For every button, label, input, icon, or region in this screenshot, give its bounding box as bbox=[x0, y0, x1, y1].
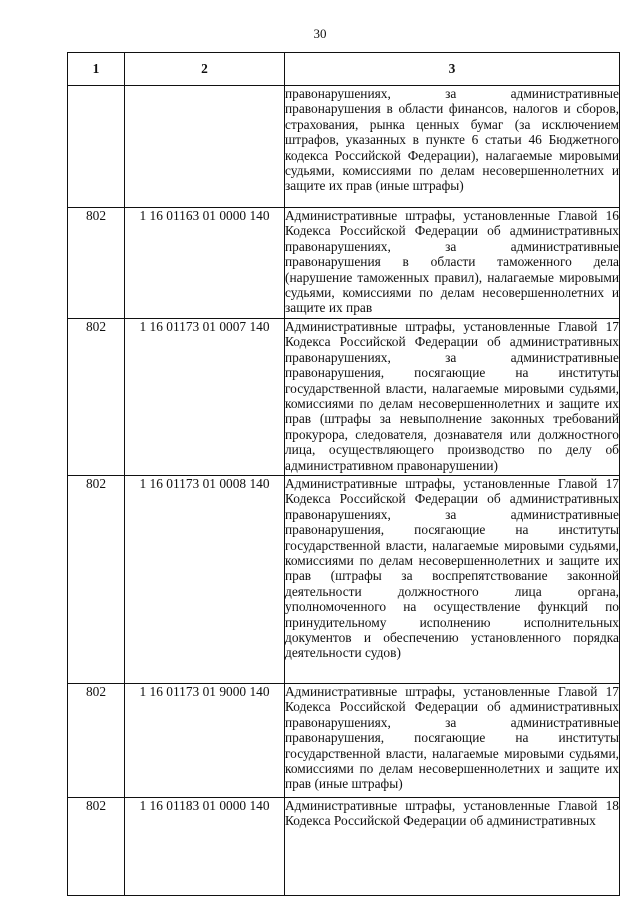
table-row bbox=[68, 684, 620, 798]
description-line: судьями, комиссиями по делам несовершеннолетних и bbox=[285, 285, 619, 301]
header-col-3: 3 bbox=[285, 53, 620, 86]
description-line: правонарушениях, за административные bbox=[285, 238, 619, 254]
description-line: деятельности судов) bbox=[285, 645, 401, 661]
table-row bbox=[68, 798, 620, 896]
admin-code-cell: 802 bbox=[68, 684, 125, 798]
table-header-row bbox=[68, 53, 620, 86]
admin-code-cell: 802 bbox=[68, 798, 125, 896]
description-line: (нарушение таможенных правил), налагаемые мировыми bbox=[285, 269, 619, 285]
revenue-description-cell bbox=[285, 684, 620, 798]
description-line: штрафов, указанных в пункте 6 статьи 46 Бюджетного bbox=[285, 132, 619, 148]
description-line: Административные штрафы, установленные Главой 17 bbox=[285, 319, 619, 334]
table-row bbox=[68, 86, 620, 208]
budget-classification-code-cell: 1 16 01183 01 0000 140 bbox=[125, 798, 285, 896]
description-line: деятельности должностного лица органа, bbox=[285, 583, 619, 599]
description-line: защите их прав bbox=[285, 300, 373, 316]
description-line: государственной власти, налагаемые мировыми судьями, bbox=[285, 537, 619, 553]
budget-classification-code-cell: 1 16 01173 01 9000 140 bbox=[125, 684, 285, 798]
description-line: правонарушения, посягающие на институты bbox=[285, 730, 619, 746]
description-line: лица, осуществляющего производство по делу об bbox=[285, 442, 619, 458]
description-line: административном правонарушении) bbox=[285, 457, 499, 473]
description-line: правонарушения в области финансов, налогов и сборов, bbox=[285, 101, 619, 117]
description-line: Административные штрафы, установленные Главой 17 bbox=[285, 476, 619, 491]
description-line: правонарушениях, за административные bbox=[285, 506, 619, 522]
page-number: 30 bbox=[313, 26, 327, 41]
description-line: правонарушениях, за административные bbox=[285, 86, 619, 101]
revenue-description-cell bbox=[285, 86, 620, 208]
description-line: кодекса Российской Федерации), налагаемые мировыми bbox=[285, 147, 619, 163]
budget-classification-code-cell: 1 16 01163 01 0000 140 bbox=[125, 208, 285, 319]
revenue-description-cell bbox=[285, 798, 620, 896]
description-line: Кодекса Российской Федерации об административных bbox=[285, 699, 619, 715]
description-line: Кодекса Российской Федерации об административных bbox=[285, 334, 619, 350]
description-line: правонарушения, посягающие на институты bbox=[285, 365, 619, 381]
description-line: государственной власти, налагаемые мировыми судьями, bbox=[285, 380, 619, 396]
description-line: Кодекса Российской Федерации об административных bbox=[285, 223, 619, 239]
budget-codes-table bbox=[67, 52, 620, 896]
description-line: прокурора, следователя, дознавателя или должностного bbox=[285, 426, 619, 442]
revenue-description-cell bbox=[285, 319, 620, 476]
description-line: Кодекса Российской Федерации об административных bbox=[285, 813, 596, 829]
description-line: прав (штрафы за невыполнение законных требований bbox=[285, 411, 619, 427]
description-line: Административные штрафы, установленные Главой 17 bbox=[285, 684, 619, 699]
description-line: правонарушениях, за административные bbox=[285, 349, 619, 365]
description-line: судьями, комиссиями по делам несовершеннолетних и bbox=[285, 163, 619, 179]
description-line: страхования, рынка ценных бумаг (за исключением bbox=[285, 116, 619, 132]
table-row bbox=[68, 476, 620, 684]
table-row bbox=[68, 319, 620, 476]
description-line: уполномоченного на осуществление функций по bbox=[285, 599, 619, 615]
description-line: защите их прав (иные штрафы) bbox=[285, 178, 464, 194]
description-line: принудительному исполнению исполнительных bbox=[285, 614, 619, 630]
description-line: комиссиями по делам несовершеннолетних и защите их bbox=[285, 396, 619, 412]
description-line: Административные штрафы, установленные Главой 16 bbox=[285, 208, 619, 223]
budget-classification-code-cell: 1 16 01173 01 0007 140 bbox=[125, 319, 285, 476]
description-line: правонарушения в области таможенного дела bbox=[285, 254, 619, 270]
description-line: прав (иные штрафы) bbox=[285, 776, 403, 792]
description-line: правонарушения, посягающие на институты bbox=[285, 522, 619, 538]
description-line: правонарушениях, за административные bbox=[285, 714, 619, 730]
description-line: Кодекса Российской Федерации об административных bbox=[285, 491, 619, 507]
description-line: государственной власти, налагаемые мировыми судьями, bbox=[285, 745, 619, 761]
admin-code-cell: 802 bbox=[68, 476, 125, 684]
table-row bbox=[68, 208, 620, 319]
revenue-description-cell bbox=[285, 476, 620, 684]
description-line: прав (штрафы за воспрепятствование законной bbox=[285, 568, 619, 584]
header-col-1: 1 bbox=[68, 53, 125, 86]
revenue-description-cell bbox=[285, 208, 620, 319]
admin-code-cell: 802 bbox=[68, 208, 125, 319]
description-line: комиссиями по делам несовершеннолетних и защите их bbox=[285, 553, 619, 569]
description-line: документов и обеспечению установленного порядка bbox=[285, 630, 619, 646]
description-line: Административные штрафы, установленные Главой 18 bbox=[285, 798, 619, 813]
admin-code-cell bbox=[68, 86, 125, 208]
description-line: комиссиями по делам несовершеннолетних и защите их bbox=[285, 761, 619, 777]
header-col-2: 2 bbox=[125, 53, 285, 86]
admin-code-cell: 802 bbox=[68, 319, 125, 476]
budget-classification-code-cell: 1 16 01173 01 0008 140 bbox=[125, 476, 285, 684]
budget-classification-code-cell bbox=[125, 86, 285, 208]
